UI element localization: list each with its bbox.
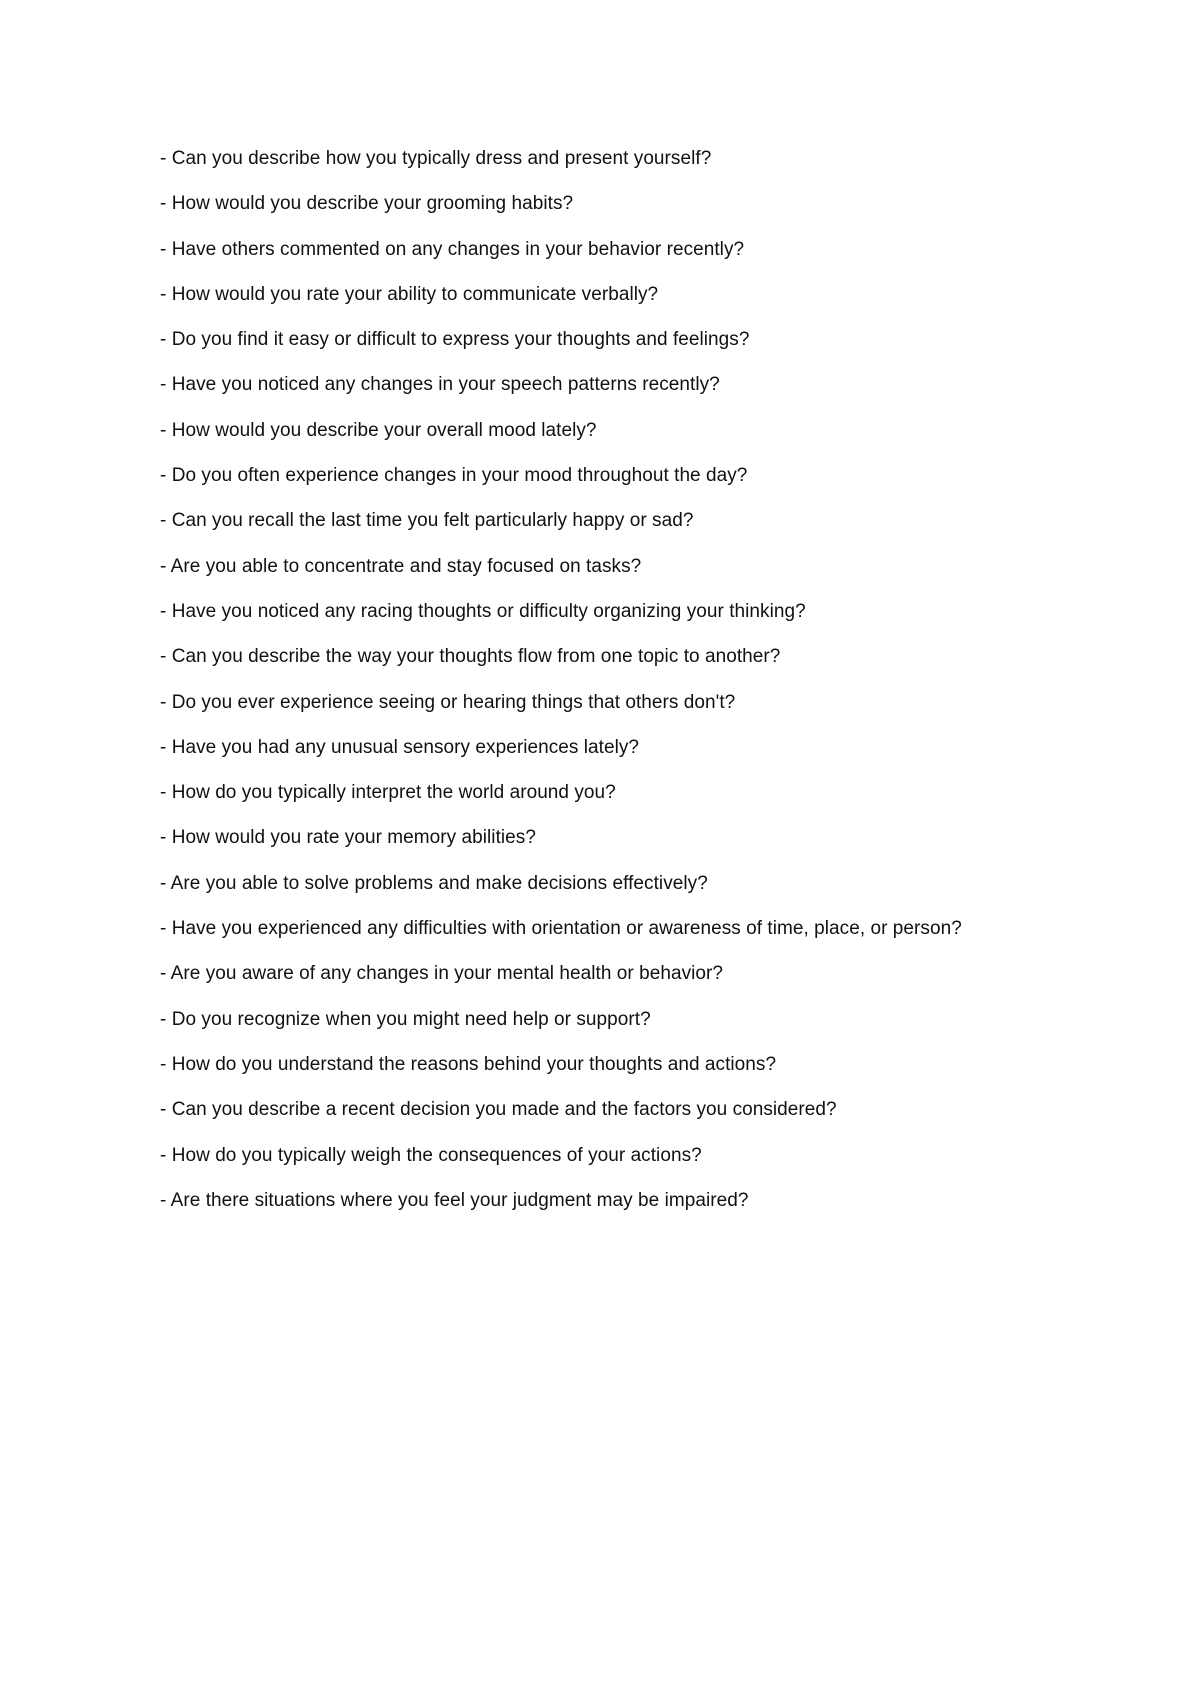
question-item: - How do you typically weigh the consequences of your actions?: [160, 1144, 702, 1166]
question-item: - Have you noticed any racing thoughts or difficulty organizing your thinking?: [160, 600, 806, 622]
question-item: - How do you understand the reasons behind your thoughts and actions?: [160, 1053, 777, 1075]
question-item: - Can you recall the last time you felt particularly happy or sad?: [160, 510, 694, 532]
question-item: - Are you able to concentrate and stay focused on tasks?: [160, 555, 642, 577]
question-item: - Can you describe a recent decision you made and the factors you considered?: [160, 1099, 837, 1121]
question-item: - Do you ever experience seeing or hearing things that others don't?: [160, 691, 736, 713]
question-item: - Can you describe the way your thoughts flow from one topic to another?: [160, 646, 781, 668]
question-item: - Do you recognize when you might need help or support?: [160, 1008, 651, 1030]
question-item: - How would you rate your ability to communicate verbally?: [160, 283, 659, 305]
question-item: - Have you had any unusual sensory experiences lately?: [160, 736, 640, 758]
question-item: - Do you find it easy or difficult to express your thoughts and feelings?: [160, 329, 750, 351]
question-item: - Are there situations where you feel your judgment may be impaired?: [160, 1189, 749, 1211]
question-list: [160, 147, 1120, 1234]
question-item: - Are you aware of any changes in your mental health or behavior?: [160, 963, 724, 985]
question-item: - Do you often experience changes in your mood throughout the day?: [160, 465, 748, 487]
question-item: - How would you describe your overall mood lately?: [160, 419, 597, 441]
question-item: - How would you rate your memory abilities?: [160, 827, 536, 849]
question-item: - How do you typically interpret the world around you?: [160, 782, 616, 804]
question-item: - Have you noticed any changes in your speech patterns recently?: [160, 374, 720, 396]
question-item: - Have you experienced any difficulties with orientation or awareness of time, place, or person?: [160, 918, 962, 940]
question-item: - How would you describe your grooming habits?: [160, 193, 574, 215]
question-item: - Are you able to solve problems and make decisions effectively?: [160, 872, 708, 894]
question-item: - Have others commented on any changes in your behavior recently?: [160, 238, 745, 260]
question-item: - Can you describe how you typically dress and present yourself?: [160, 148, 712, 169]
